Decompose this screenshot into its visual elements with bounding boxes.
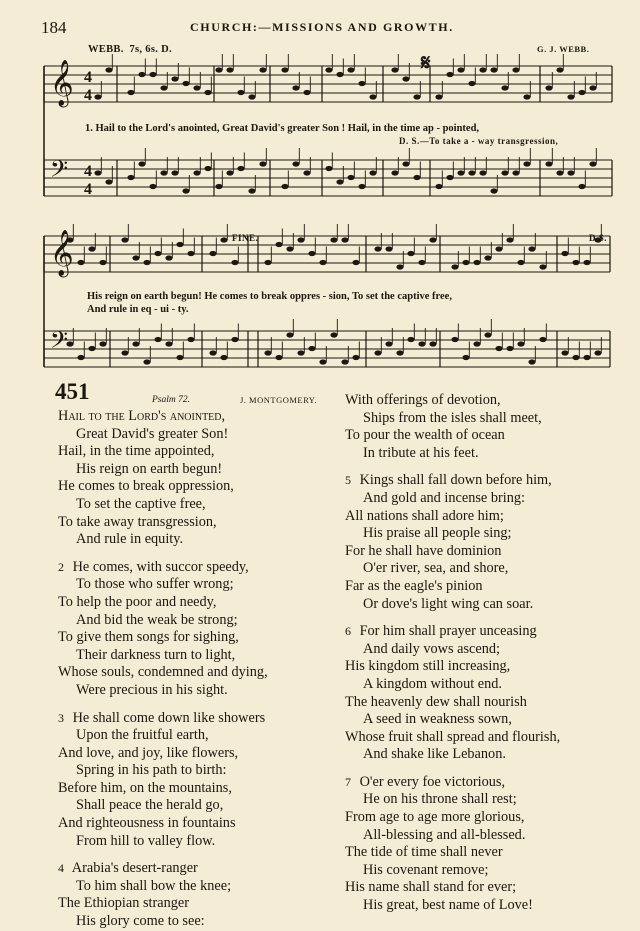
verse-line: Before him, on the mountains, — [58, 779, 232, 796]
note-head — [484, 255, 491, 260]
note-head — [501, 85, 508, 90]
note-head — [336, 72, 343, 77]
note-head — [319, 359, 326, 364]
note-head — [385, 246, 392, 251]
note-head — [286, 332, 293, 337]
note-head — [99, 341, 106, 346]
note-head — [325, 166, 332, 171]
stanza-number: 7 — [345, 774, 351, 789]
note-head — [506, 237, 513, 242]
verse-line: All nations shall adore him; — [345, 507, 504, 524]
note-head — [160, 85, 167, 90]
note-head — [402, 76, 409, 81]
verse-line: Their darkness turn to light, — [76, 646, 236, 663]
tune-meter: 7s, 6s. D. — [129, 44, 172, 55]
note-head — [105, 67, 112, 72]
note-head — [220, 355, 227, 360]
composer: G. J. WEBB. — [537, 44, 590, 54]
note-head — [352, 355, 359, 360]
note-head — [160, 170, 167, 175]
note-head — [143, 260, 150, 265]
verse-line: His glory come to see: — [76, 913, 205, 930]
note-head — [193, 170, 200, 175]
note-head — [149, 72, 156, 77]
verse-line: 7 O'er every foe victorious, — [345, 773, 506, 790]
note-head — [226, 170, 233, 175]
note-head — [402, 161, 409, 166]
verse-line: 2 He comes, with succor speedy, — [58, 558, 249, 575]
verse-line: To those who suffer wrong; — [76, 576, 234, 593]
note-head — [215, 67, 222, 72]
time-signature: 4 — [84, 181, 92, 198]
note-head — [105, 179, 112, 184]
note-head — [446, 175, 453, 180]
page-number: 184 — [41, 18, 67, 37]
note-head — [429, 237, 436, 242]
note-head — [308, 251, 315, 256]
note-head — [567, 170, 574, 175]
note-head — [330, 237, 337, 242]
note-head — [154, 251, 161, 256]
note-head — [77, 355, 84, 360]
time-signature: 4 — [84, 87, 92, 104]
note-head — [193, 85, 200, 90]
note-head — [248, 94, 255, 99]
note-head — [209, 251, 216, 256]
verse-line: Upon the fruitful earth, — [76, 727, 209, 744]
note-head — [473, 341, 480, 346]
note-head — [385, 341, 392, 346]
note-head — [561, 350, 568, 355]
note-head — [358, 81, 365, 86]
verse-line: And daily vows ascend; — [363, 640, 500, 657]
note-head — [99, 260, 106, 265]
lyric-line: And rule in eq - ui - ty. — [87, 304, 189, 315]
stanza-number: 5 — [345, 473, 351, 488]
verse-line: Great David's greater Son! — [76, 425, 229, 442]
note-head — [589, 85, 596, 90]
note-head — [517, 341, 524, 346]
note-head — [512, 67, 519, 72]
note-head — [149, 184, 156, 189]
note-head — [275, 242, 282, 247]
verse-line: To pour the wealth of ocean — [345, 427, 505, 444]
note-head — [127, 90, 134, 95]
stanza-number: 6 — [345, 624, 351, 639]
note-head — [578, 90, 585, 95]
verse-line: 4 Arabia's desert-ranger — [58, 860, 198, 877]
note-head — [473, 260, 480, 265]
right-column — [345, 392, 560, 915]
verse-line: To set the captive free, — [76, 495, 206, 512]
note-head — [396, 264, 403, 269]
verse-line: A seed in weakness sown, — [363, 711, 512, 728]
note-head — [495, 346, 502, 351]
note-head — [88, 346, 95, 351]
note-head — [209, 350, 216, 355]
tune-title: WEBB. — [88, 44, 124, 55]
note-head — [490, 67, 497, 72]
stanza-number: 2 — [58, 559, 64, 574]
verse-line: In tribute at his feet. — [363, 444, 479, 461]
stanza-number: 4 — [58, 861, 64, 876]
note-head — [578, 184, 585, 189]
note-head — [259, 67, 266, 72]
note-head — [292, 85, 299, 90]
verse-line: O'er river, sea, and shore, — [363, 560, 509, 577]
note-head — [275, 355, 282, 360]
note-head — [479, 170, 486, 175]
verse-line: The Ethiopian stranger — [58, 895, 190, 912]
note-head — [132, 255, 139, 260]
verse-line: For he shall have dominion — [345, 542, 502, 559]
note-head — [204, 90, 211, 95]
fine-marking: FINE. — [232, 233, 259, 243]
note-head — [127, 175, 134, 180]
note-head — [281, 184, 288, 189]
note-head — [462, 355, 469, 360]
segno-icon: 𝄋 — [421, 50, 431, 75]
note-head — [121, 237, 128, 242]
note-head — [132, 341, 139, 346]
note-head — [341, 359, 348, 364]
time-signature: 4 — [84, 69, 92, 86]
note-head — [545, 85, 552, 90]
note-head — [292, 161, 299, 166]
verse-line: And bid the weak be strong; — [76, 611, 238, 628]
note-head — [204, 166, 211, 171]
verse-line: And righteousness in fountains — [58, 815, 236, 832]
note-head — [413, 175, 420, 180]
stanza-number: 3 — [58, 710, 64, 725]
note-head — [506, 346, 513, 351]
note-head — [171, 170, 178, 175]
note-head — [539, 264, 546, 269]
note-head — [281, 67, 288, 72]
note-head — [435, 184, 442, 189]
note-head — [264, 350, 271, 355]
note-head — [495, 246, 502, 251]
running-title: CHURCH:—MISSIONS AND GROWTH. — [190, 20, 454, 34]
note-head — [451, 264, 458, 269]
verse-line: From hill to valley flow. — [76, 832, 216, 849]
verse-line: His kingdom still increasing, — [345, 658, 511, 675]
note-head — [374, 246, 381, 251]
verse-line: To him shall bow the knee; — [76, 877, 232, 894]
note-head — [220, 237, 227, 242]
note-head — [374, 350, 381, 355]
note-head — [94, 94, 101, 99]
note-head — [490, 188, 497, 193]
hymn-author: J. MONTGOMERY. — [240, 395, 317, 405]
note-head — [319, 260, 326, 265]
note-head — [369, 170, 376, 175]
verse-line: Hail, in the time appointed, — [58, 443, 215, 460]
note-head — [589, 161, 596, 166]
note-head — [462, 260, 469, 265]
note-head — [501, 170, 508, 175]
verse-line: To give them songs for sighing, — [58, 629, 239, 646]
note-head — [176, 242, 183, 247]
time-signature: 4 — [84, 163, 92, 180]
verse-line: To take away transgression, — [58, 513, 217, 530]
note-head — [457, 170, 464, 175]
note-head — [435, 94, 442, 99]
note-head — [572, 260, 579, 265]
note-head — [479, 67, 486, 72]
note-head — [182, 188, 189, 193]
verse-line: Whose souls, condemned and dying, — [58, 664, 268, 681]
lyric-line: 1. Hail to the Lord's anointed, Great David's greater Son ! Hail, in the time ap - pointed, — [85, 123, 480, 134]
note-head — [259, 161, 266, 166]
note-head — [358, 184, 365, 189]
note-head — [407, 337, 414, 342]
note-head — [215, 184, 222, 189]
note-head — [165, 255, 172, 260]
note-head — [556, 67, 563, 72]
note-head — [303, 170, 310, 175]
verse-line: Or dove's light wing can soar. — [363, 595, 534, 612]
verse-line: His praise all people sing; — [363, 525, 512, 542]
verse-line: And gold and incense bring: — [363, 489, 525, 506]
note-head — [182, 81, 189, 86]
note-head — [165, 341, 172, 346]
note-head — [418, 341, 425, 346]
verse-line: The heavenly dew shall nourish — [345, 693, 527, 710]
note-head — [341, 237, 348, 242]
note-head — [237, 90, 244, 95]
note-head — [484, 332, 491, 337]
note-head — [330, 332, 337, 337]
hymn-number: 451 — [55, 379, 90, 404]
verse-line: With offerings of devotion, — [345, 392, 501, 408]
verse-line: Whose fruit shall spread and flourish, — [345, 728, 561, 745]
note-head — [413, 94, 420, 99]
note-head — [418, 260, 425, 265]
note-head — [528, 359, 535, 364]
verse-line: Hail to the Lord's anointed, — [58, 408, 226, 424]
verse-line: A kingdom without end. — [363, 675, 502, 692]
lyric-line: His reign on earth begun! He comes to break oppres - sion, To set the captive free, — [87, 291, 452, 302]
note-head — [226, 67, 233, 72]
note-head — [231, 260, 238, 265]
note-head — [286, 246, 293, 251]
note-head — [88, 246, 95, 251]
verse-line: The tide of time shall never — [345, 844, 503, 861]
verse-line: Ships from the isles shall meet, — [363, 409, 542, 426]
note-head — [297, 350, 304, 355]
note-head — [231, 337, 238, 342]
verse-line: His great, best name of Love! — [363, 897, 533, 914]
note-head — [451, 337, 458, 342]
verse-line: His covenant remove; — [363, 861, 489, 878]
note-head — [325, 67, 332, 72]
note-head — [572, 355, 579, 360]
bass-clef-icon: 𝄢 — [50, 155, 69, 188]
note-head — [468, 170, 475, 175]
note-head — [561, 251, 568, 256]
note-head — [336, 179, 343, 184]
verse-line: 6 For him shall prayer unceasing — [345, 623, 537, 640]
lyric-line-ds: D. S.—To take a - way transgression, — [399, 136, 559, 146]
note-head — [187, 337, 194, 342]
ds-marking: D.S. — [589, 233, 608, 243]
note-head — [583, 355, 590, 360]
verse-line: 3 He shall come down like showers — [58, 709, 266, 726]
note-head — [297, 237, 304, 242]
note-head — [154, 337, 161, 342]
treble-clef-icon: 𝄞 — [50, 230, 74, 276]
note-head — [347, 175, 354, 180]
note-head — [446, 72, 453, 77]
note-head — [528, 246, 535, 251]
note-head — [468, 81, 475, 86]
verse-line: From age to age more glorious, — [345, 809, 525, 826]
hymn-source: Psalm 72. — [152, 395, 190, 405]
note-head — [248, 188, 255, 193]
note-head — [121, 350, 128, 355]
verse-line: And love, and joy, like flowers, — [58, 744, 239, 761]
verse-line: His name shall stand for ever; — [345, 879, 517, 896]
note-head — [523, 161, 530, 166]
verse-line: His reign on earth begun! — [76, 460, 223, 477]
note-head — [347, 67, 354, 72]
bass-clef-icon: 𝄢 — [50, 326, 69, 359]
note-head — [369, 94, 376, 99]
note-head — [94, 170, 101, 175]
note-head — [171, 76, 178, 81]
note-head — [138, 161, 145, 166]
note-head — [512, 170, 519, 175]
music-score — [0, 0, 640, 380]
verse-line: 5 Kings shall fall down before him, — [345, 472, 552, 489]
note-head — [539, 337, 546, 342]
note-head — [391, 67, 398, 72]
verse-line: Spring in his path to birth: — [76, 762, 227, 779]
note-head — [303, 90, 310, 95]
note-head — [407, 251, 414, 256]
note-head — [396, 350, 403, 355]
note-head — [237, 166, 244, 171]
verse-line: Shall peace the herald go, — [76, 797, 224, 814]
verse-line: Were precious in his sight. — [76, 681, 228, 698]
treble-clef-icon: 𝄞 — [50, 60, 74, 106]
note-head — [583, 260, 590, 265]
note-head — [264, 260, 271, 265]
note-head — [77, 260, 84, 265]
note-head — [594, 350, 601, 355]
note-head — [187, 251, 194, 256]
verse-line: He comes to break oppression, — [58, 478, 234, 495]
note-head — [429, 341, 436, 346]
note-head — [523, 94, 530, 99]
note-head — [391, 170, 398, 175]
verse-line: Far as the eagle's pinion — [345, 577, 483, 594]
note-head — [545, 161, 552, 166]
verse-line: To help the poor and needy, — [58, 593, 217, 610]
verse-line: All-blessing and all-blessed. — [363, 826, 526, 843]
note-head — [567, 94, 574, 99]
verse-line: And shake like Lebanon. — [363, 746, 506, 763]
note-head — [517, 260, 524, 265]
note-head — [556, 170, 563, 175]
note-head — [352, 260, 359, 265]
note-head — [457, 67, 464, 72]
note-head — [308, 346, 315, 351]
verse-line: And rule in equity. — [76, 531, 184, 548]
note-head — [143, 359, 150, 364]
left-column — [58, 408, 268, 931]
note-head — [176, 355, 183, 360]
note-head — [138, 72, 145, 77]
verse-line: He on his throne shall rest; — [363, 791, 517, 808]
